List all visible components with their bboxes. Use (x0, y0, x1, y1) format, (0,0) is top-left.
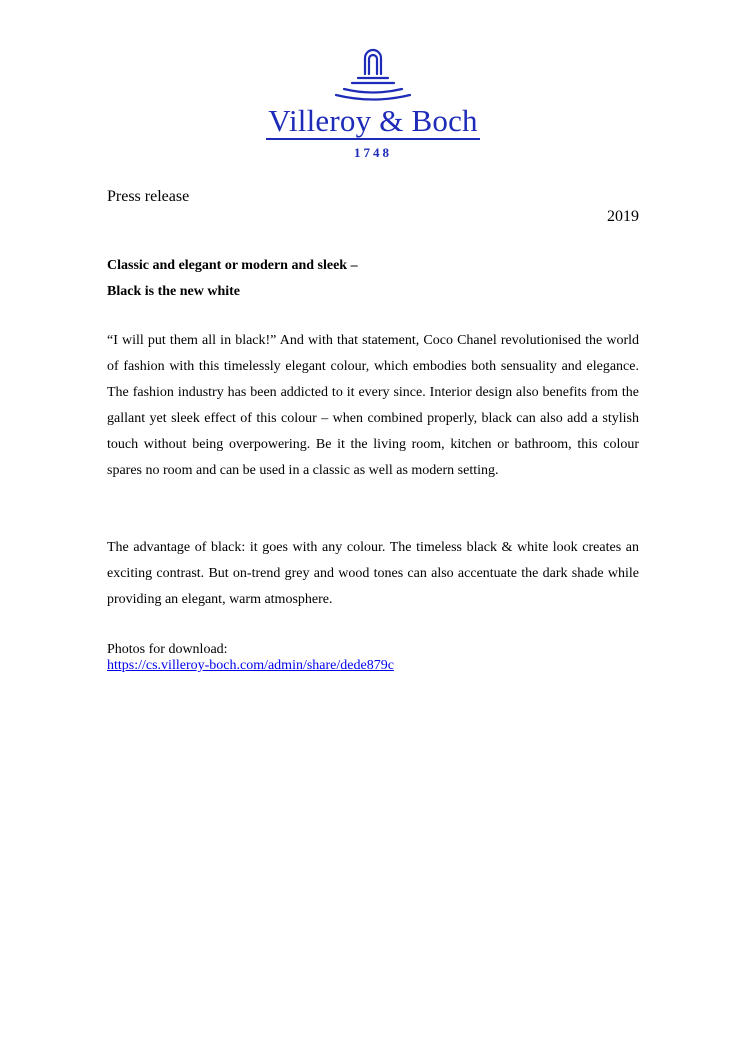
photos-section (107, 642, 394, 674)
photos-download-link[interactable]: https://cs.villeroy-boch.com/admin/share/dede879c (107, 658, 394, 673)
brand-name: Villeroy & Boch (268, 103, 478, 138)
brand-logo (0, 44, 746, 161)
body-paragraph-1: “I will put them all in black!” And with that statement, Coco Chanel revolutionised the world of fashion with this timelessly elegant colour, which embodies both sensuality and elegance. The fashion industry has been addicted to it every since. Interior design also benefits from the gallant yet sleek effect of this colour – when combined properly, black can also add a stylish touch without being overpowering. Be it the living room, kitchen or bathroom, this colour spares no room and can be used in a classic as well as modern setting. (107, 333, 639, 478)
headline-line-1: Classic and elegant or modern and sleek – (107, 258, 358, 273)
release-year: 2019 (607, 208, 639, 225)
headline-line-2: Black is the new white (107, 284, 240, 299)
headline (107, 253, 639, 305)
brand-year: 1748 (354, 145, 392, 160)
photos-label: Photos for download: (107, 642, 228, 657)
brand-underline (266, 138, 480, 140)
press-release-label: Press release (107, 188, 190, 205)
fountain-logo-icon (328, 44, 418, 102)
body-paragraph-2: The advantage of black: it goes with any colour. The timeless black & white look creates an exciting contrast. But on-trend grey and wood tones can also accentuate the dark shade while providing an elegant, warm atmosphere. (107, 540, 639, 607)
